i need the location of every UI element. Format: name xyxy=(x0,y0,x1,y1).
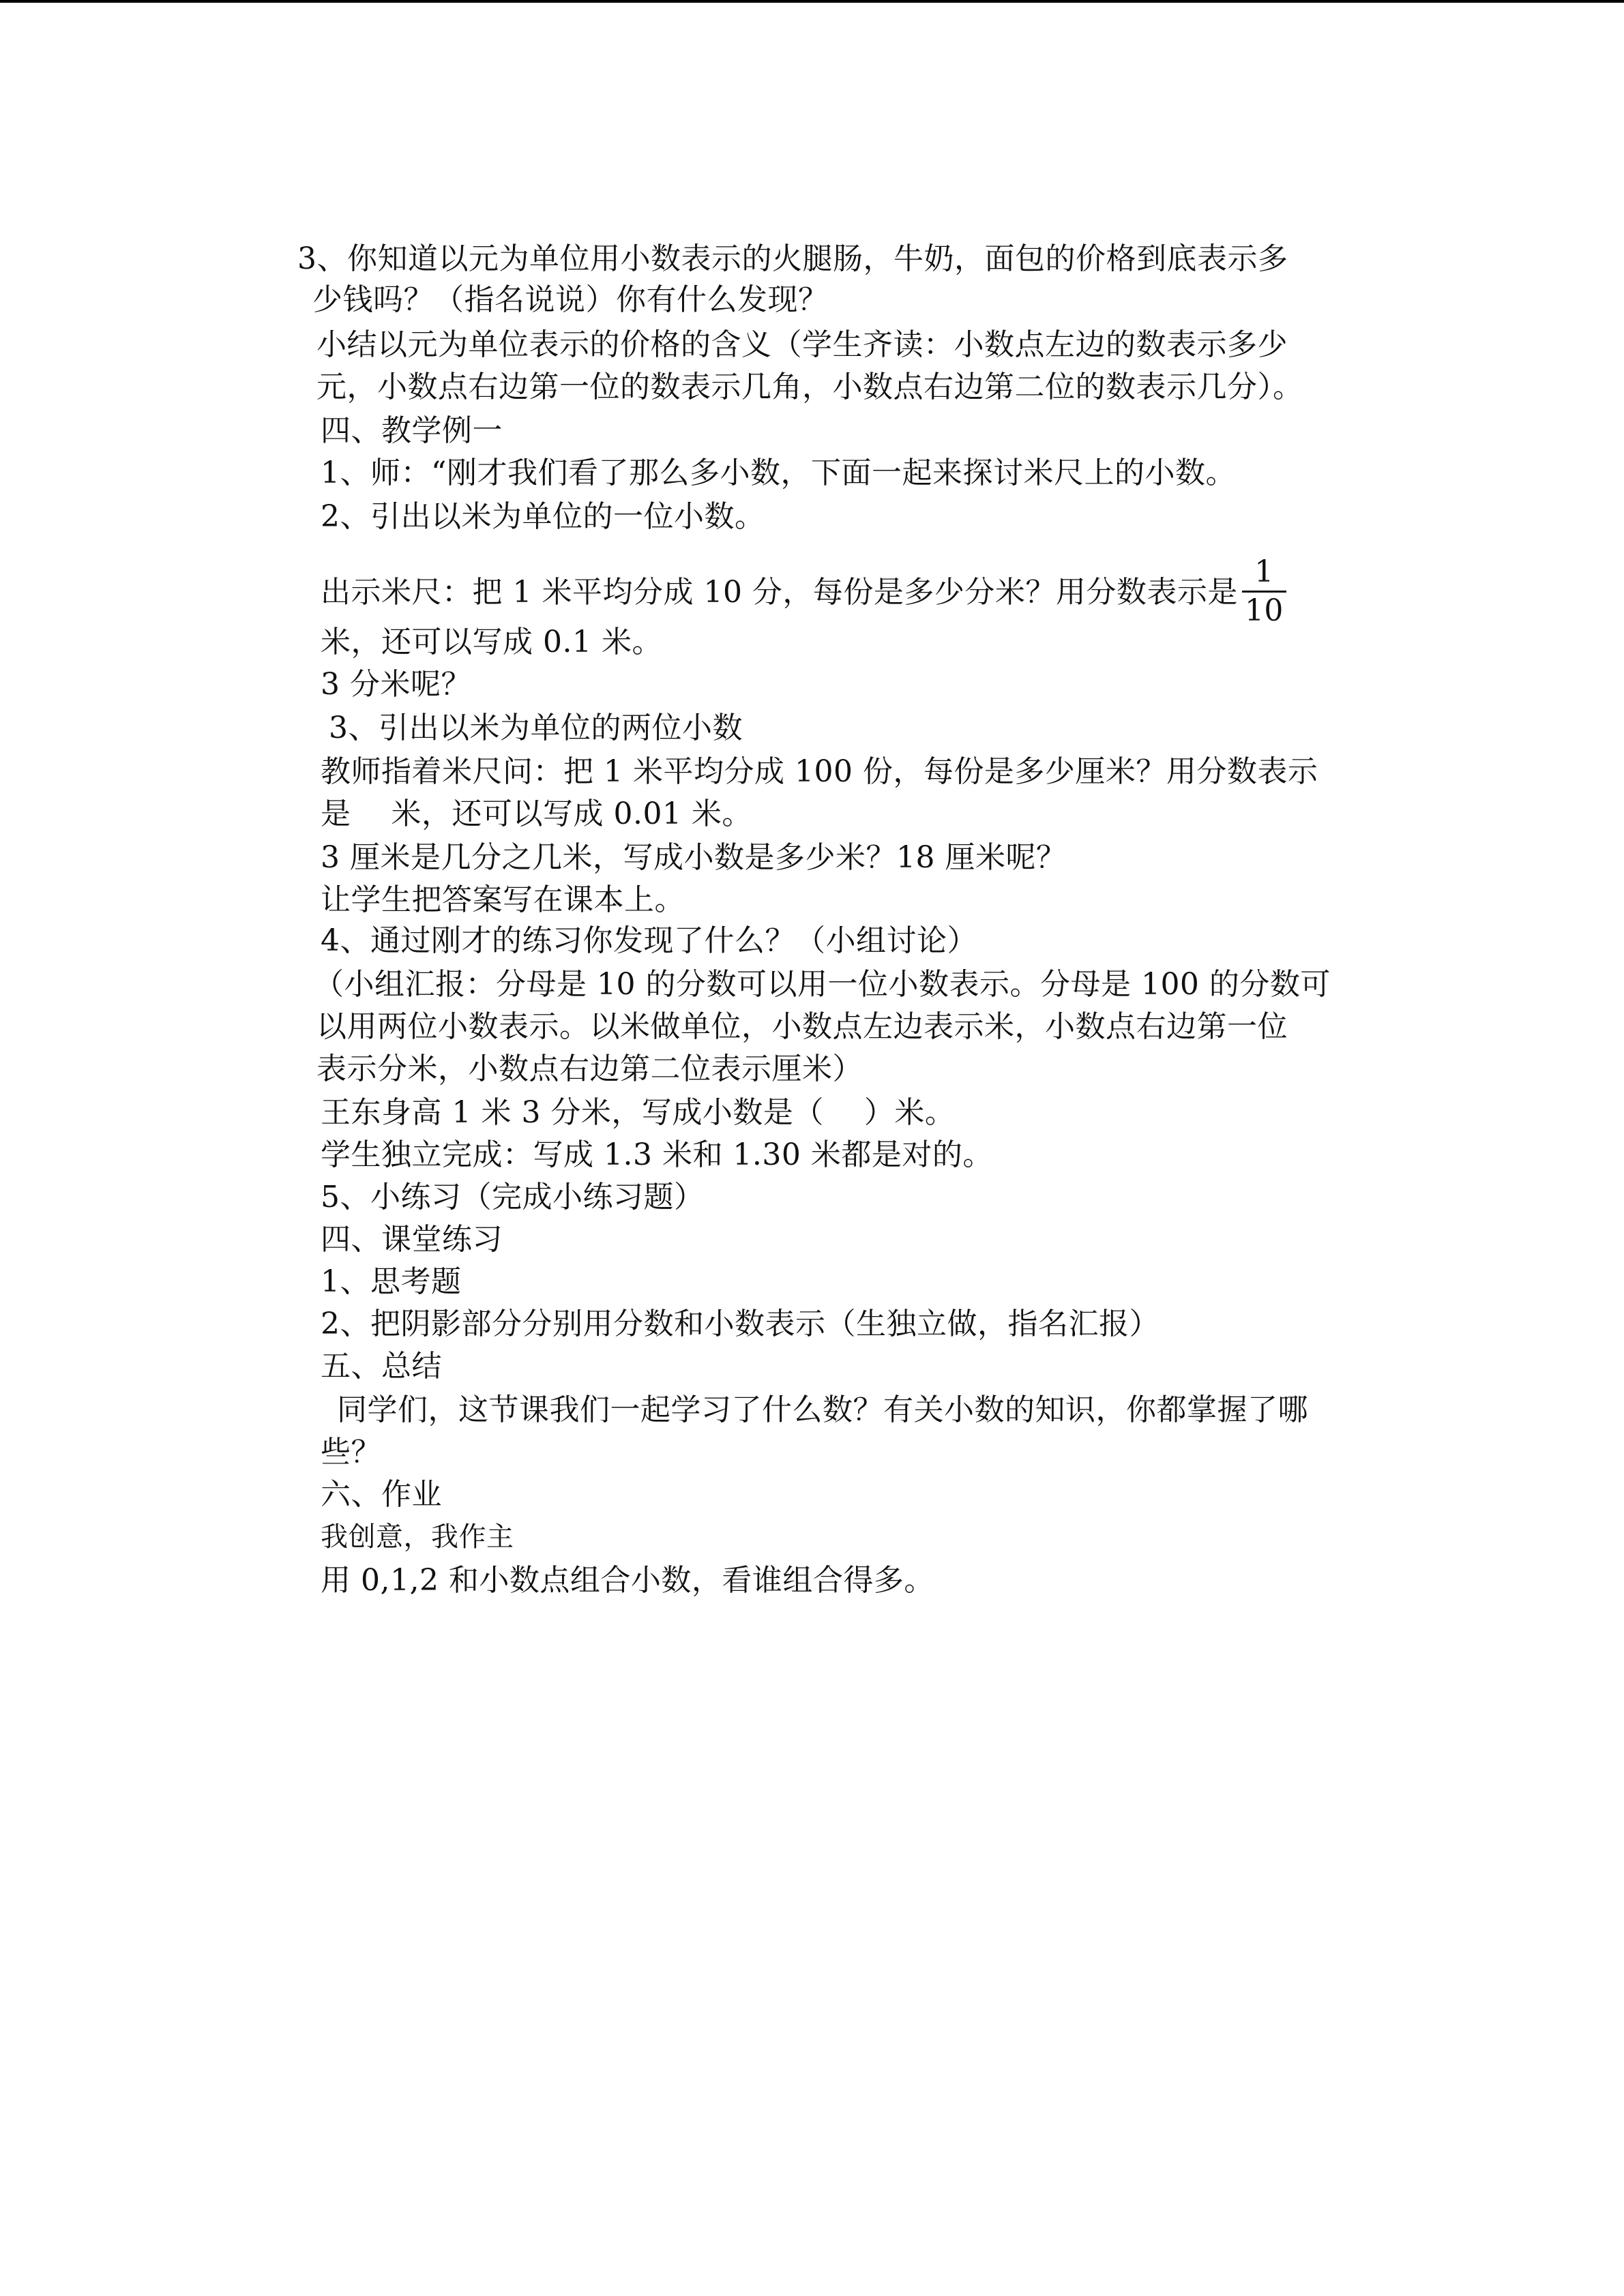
section-heading-example: 四、教学例一 xyxy=(321,413,503,448)
fraction-numerator: 1 xyxy=(1254,554,1274,589)
text-line-classmates-b: 些？ xyxy=(321,1435,381,1470)
text-line-small-practice: 5、小练习（完成小练习题） xyxy=(321,1180,705,1214)
text-line-textbook: 让学生把答案写在课本上。 xyxy=(321,882,685,917)
text-line-summary-a: 小结以元为单位表示的价格的含义（学生齐读：小数点左边的数表示多少 xyxy=(316,327,1288,362)
text-line-report-b: 以用两位小数表示。以米做单位，小数点左边表示米，小数点右边第一位 xyxy=(316,1009,1288,1044)
fraction-bar xyxy=(1242,591,1286,593)
text-line-teacher: 1、师：“刚才我们看了那么多小数，下面一起来探讨米尺上的小数。 xyxy=(321,456,1236,490)
section-heading-summary: 五、总结 xyxy=(321,1349,442,1384)
text-line-combine: 用 0,1,2 和小数点组合小数，看谁组合得多。 xyxy=(321,1563,934,1598)
text-line-three-cm: 3 厘米是几分之几米，写成小数是多少米？18 厘米呢？ xyxy=(321,840,1067,875)
text-line-report-a: （小组汇报：分母是 10 的分数可以用一位小数表示。分母是 100 的分数可 xyxy=(314,967,1331,1002)
text-line-one-decimal: 2、引出以米为单位的一位小数。 xyxy=(321,499,765,534)
meter-ruler-text: 出示米尺：把 1 米平均分成 10 分，每份是多少分米？用分数表示是 xyxy=(321,575,1238,610)
text-line-q3-a: 3、你知道以元为单位用小数表示的火腿肠，牛奶，面包的价格到底表示多 xyxy=(297,241,1288,276)
fraction-one-tenth xyxy=(1242,555,1286,628)
text-line-independent: 学生独立完成：写成 1.3 米和 1.30 米都是对的。 xyxy=(321,1137,993,1172)
text-line-wangdong: 王东身高 1 米 3 分米，写成小数是（ ）米。 xyxy=(321,1095,956,1130)
section-heading-homework: 六、作业 xyxy=(321,1477,442,1512)
text-line-two-decimal: 3、引出以米为单位的两位小数 xyxy=(329,711,743,745)
text-line-three-dm: 3 分米呢？ xyxy=(321,667,471,702)
text-line-thinking: 1、思考题 xyxy=(321,1264,462,1299)
text-line-q3-b: 少钱吗？（指名说说）你有什么发现？ xyxy=(312,282,829,317)
text-line-report-c: 表示分米，小数点右边第二位表示厘米） xyxy=(316,1052,863,1086)
section-heading-practice: 四、课堂练习 xyxy=(321,1222,503,1257)
text-line-hundredth: 是 米，还可以写成 0.01 米。 xyxy=(321,796,752,831)
text-line-classmates-a: 同学们，这节课我们一起学习了什么数？有关小数的知识，你都掌握了哪 xyxy=(337,1392,1308,1427)
fraction-denominator: 10 xyxy=(1244,593,1284,628)
text-line-shaded: 2、把阴影部分分别用分数和小数表示（生独立做，指名汇报） xyxy=(321,1307,1160,1341)
text-line-teacher-ruler: 教师指着米尺问：把 1 米平均分成 100 份，每份是多少厘米？用分数表示 xyxy=(321,754,1318,789)
text-line-tenth-meter: 米，还可以写成 0.1 米。 xyxy=(321,625,662,659)
text-line-meter-ruler xyxy=(321,554,1286,631)
text-line-creative: 我创意，我作主 xyxy=(321,1521,514,1553)
text-line-discover: 4、通过刚才的练习你发现了什么？（小组讨论） xyxy=(321,923,977,958)
text-line-summary-b: 元，小数点右边第一位的数表示几角，小数点右边第二位的数表示几分）。 xyxy=(316,370,1303,404)
